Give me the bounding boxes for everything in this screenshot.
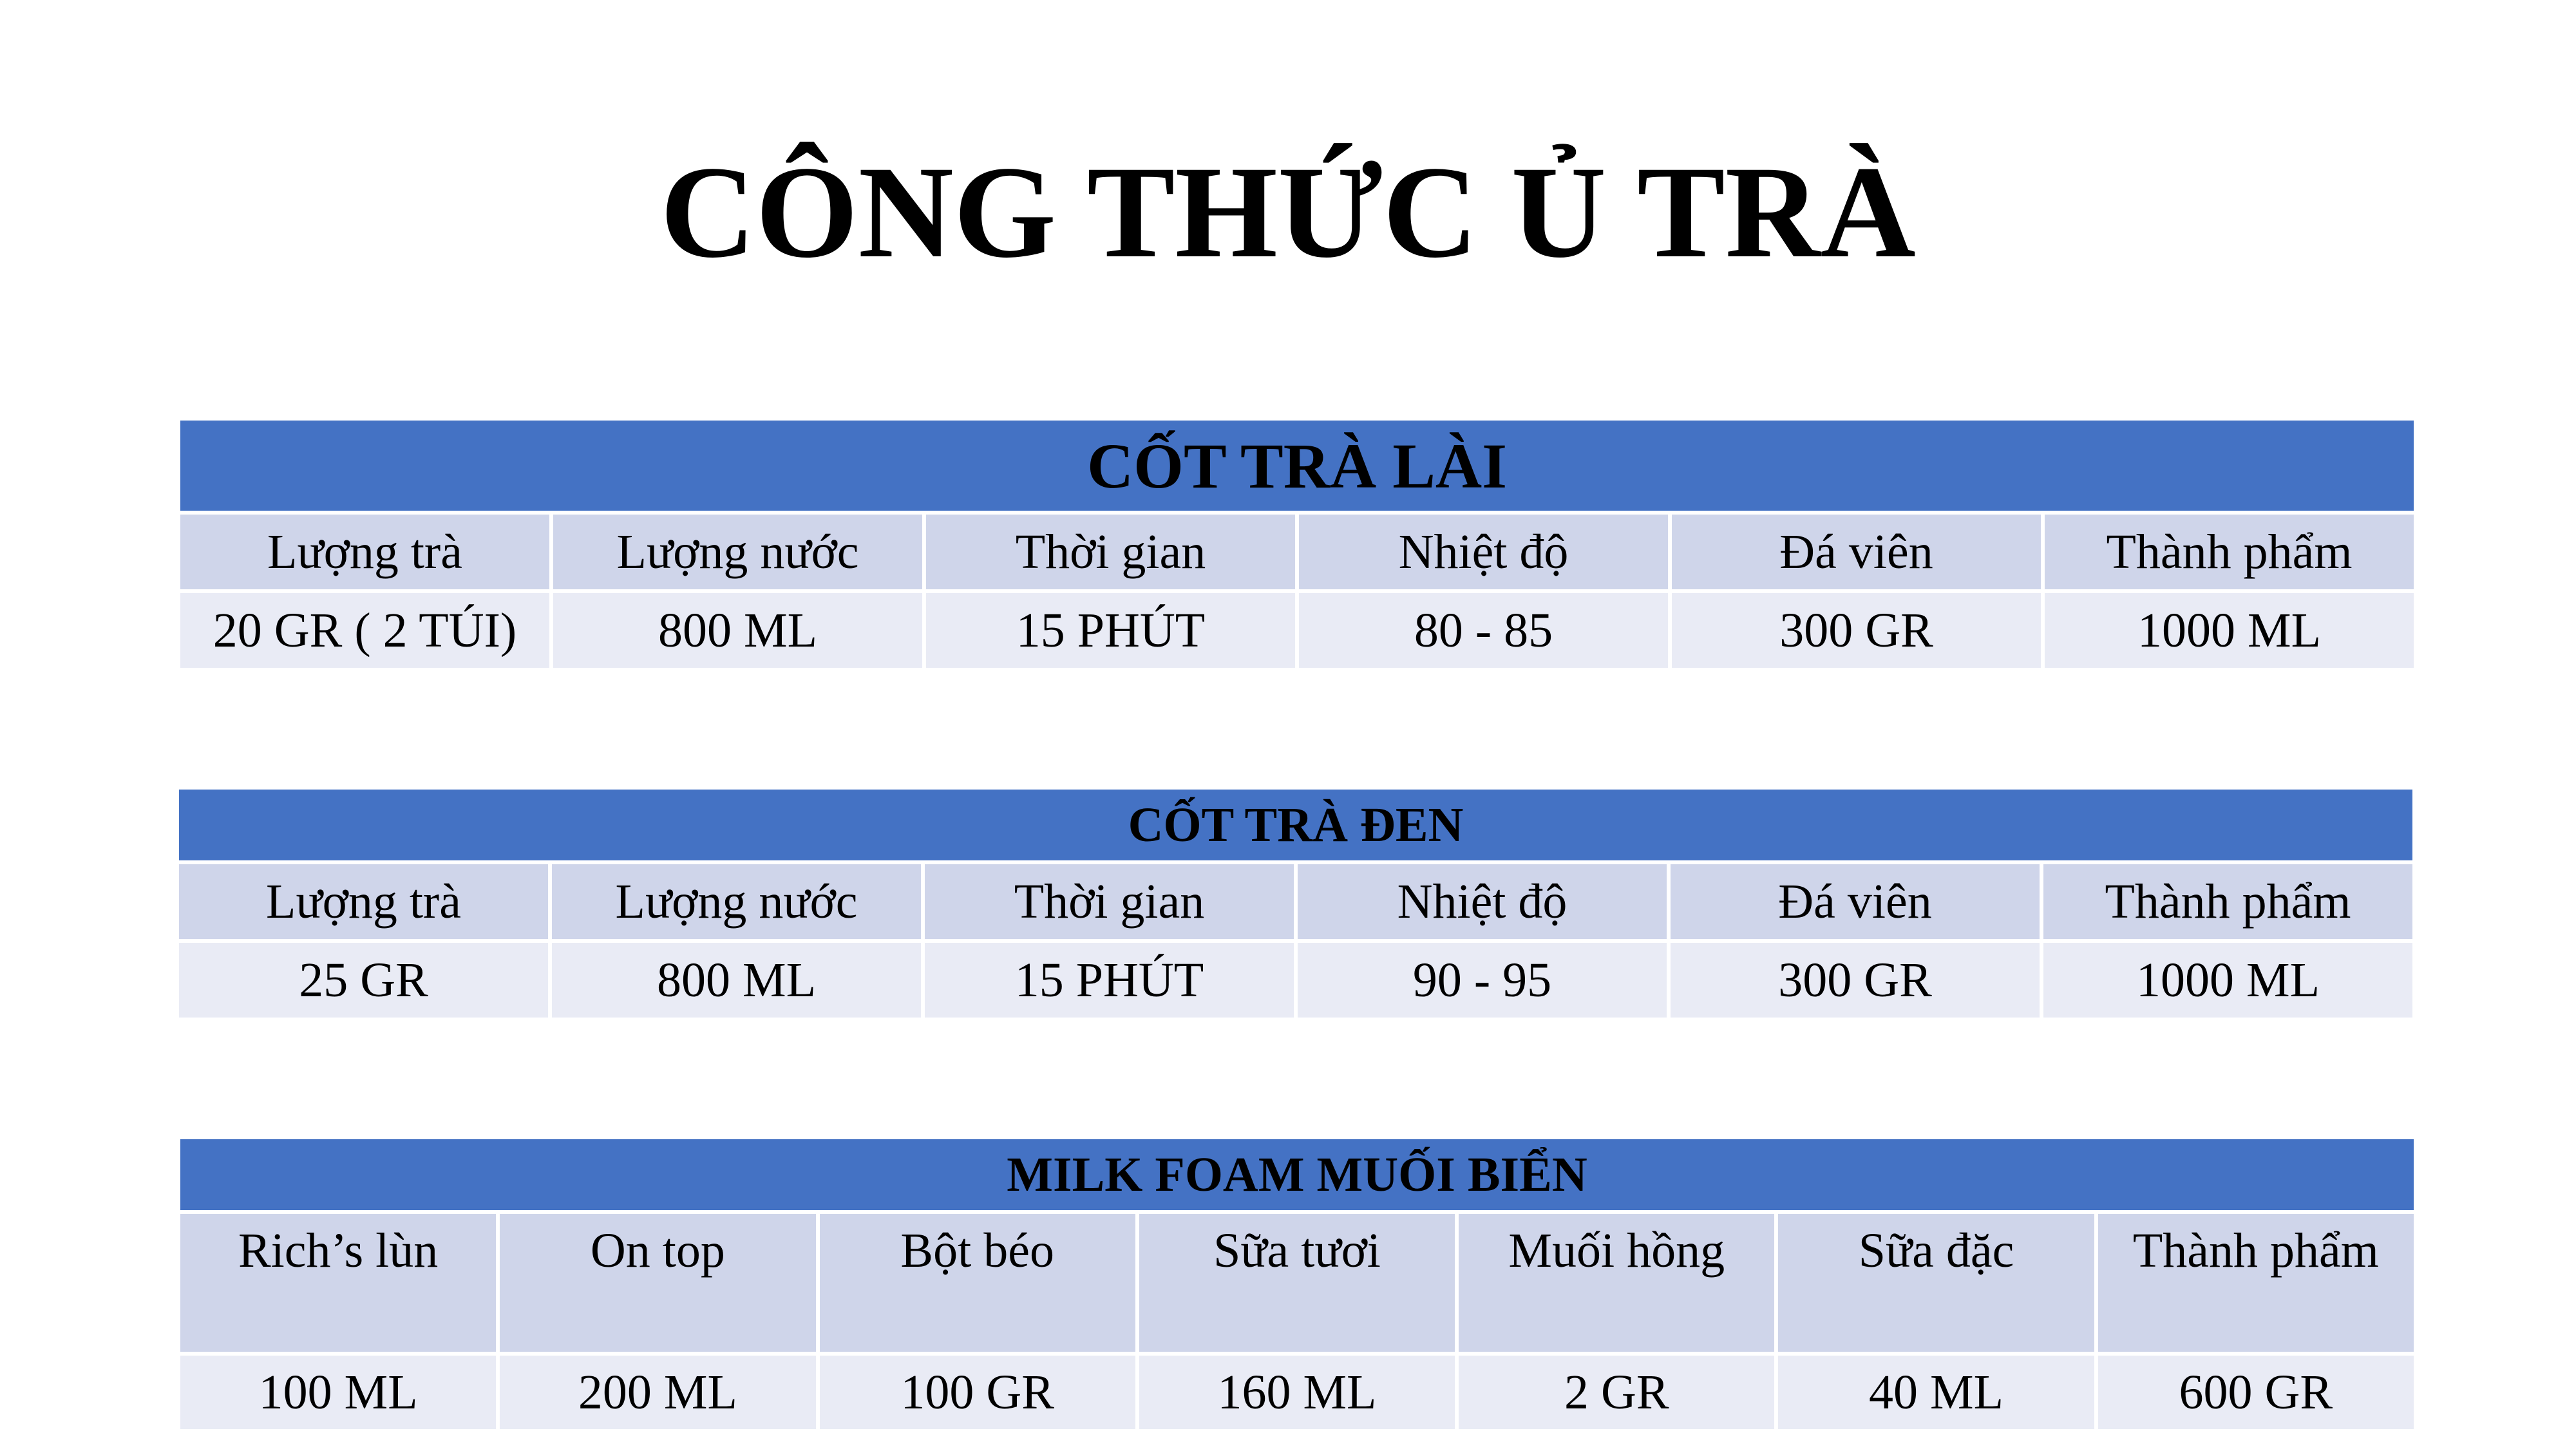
value-cell-thanh-pham: 1000 ML <box>2041 941 2414 1019</box>
value-cell-luong-nuoc: 800 ML <box>550 941 923 1019</box>
table-header-row <box>178 513 2416 591</box>
header-cell-luong-nuoc: Lượng nước <box>550 862 923 941</box>
header-cell-da-vien: Đá viên <box>1670 513 2043 591</box>
header-cell-sua-dac: Sữa đặc <box>1776 1212 2096 1354</box>
header-cell-luong-tra: Lượng trà <box>178 513 551 591</box>
header-cell-on-top: On top <box>498 1212 817 1354</box>
header-cell-da-vien: Đá viên <box>1669 862 2041 941</box>
header-cell-bot-beo: Bột béo <box>818 1212 1137 1354</box>
header-cell-nhiet-do: Nhiệt độ <box>1296 862 1669 941</box>
header-cell-muoi-hong: Muối hồng <box>1457 1212 1776 1354</box>
table-header-row <box>178 1212 2416 1354</box>
value-cell-luong-nuoc: 800 ML <box>551 591 924 670</box>
value-cell-richs-lun: 100 ML <box>178 1354 498 1431</box>
header-cell-sua-tuoi: Sữa tươi <box>1137 1212 1457 1354</box>
table-header-row <box>177 862 2414 941</box>
table-cot-tra-den <box>175 786 2416 1021</box>
table-caption: CỐT TRÀ ĐEN <box>177 788 2414 862</box>
value-cell-nhiet-do: 80 - 85 <box>1297 591 1670 670</box>
header-cell-thanh-pham: Thành phẩm <box>2043 513 2416 591</box>
header-cell-luong-tra: Lượng trà <box>177 862 550 941</box>
header-cell-nhiet-do: Nhiệt độ <box>1297 513 1670 591</box>
header-cell-luong-nuoc: Lượng nước <box>551 513 924 591</box>
table-milk-foam <box>176 1135 2418 1433</box>
value-cell-nhiet-do: 90 - 95 <box>1296 941 1669 1019</box>
value-cell-da-vien: 300 GR <box>1670 591 2043 670</box>
table-row <box>178 591 2416 670</box>
value-cell-thanh-pham: 600 GR <box>2096 1354 2416 1431</box>
table-row <box>177 941 2414 1019</box>
value-cell-thoi-gian: 15 PHÚT <box>923 941 1296 1019</box>
value-cell-da-vien: 300 GR <box>1669 941 2041 1019</box>
header-cell-thoi-gian: Thời gian <box>924 513 1297 591</box>
value-cell-sua-dac: 40 ML <box>1776 1354 2096 1431</box>
value-cell-muoi-hong: 2 GR <box>1457 1354 1776 1431</box>
value-cell-on-top: 200 ML <box>498 1354 817 1431</box>
table-caption: CỐT TRÀ LÀI <box>178 419 2416 513</box>
page-title: CÔNG THỨC Ủ TRÀ <box>660 139 1916 285</box>
header-cell-richs-lun: Rich’s lùn <box>178 1212 498 1354</box>
header-cell-thoi-gian: Thời gian <box>923 862 1296 941</box>
header-cell-thanh-pham: Thành phẩm <box>2096 1212 2416 1354</box>
header-cell-thanh-pham: Thành phẩm <box>2041 862 2414 941</box>
table-caption: MILK FOAM MUỐI BIỂN <box>178 1137 2416 1212</box>
value-cell-luong-tra: 25 GR <box>177 941 550 1019</box>
value-cell-luong-tra: 20 GR ( 2 TÚI) <box>178 591 551 670</box>
value-cell-sua-tuoi: 160 ML <box>1137 1354 1457 1431</box>
value-cell-thoi-gian: 15 PHÚT <box>924 591 1297 670</box>
table-cot-tra-lai <box>176 417 2418 672</box>
value-cell-thanh-pham: 1000 ML <box>2043 591 2416 670</box>
value-cell-bot-beo: 100 GR <box>818 1354 1137 1431</box>
table-row <box>178 1354 2416 1431</box>
